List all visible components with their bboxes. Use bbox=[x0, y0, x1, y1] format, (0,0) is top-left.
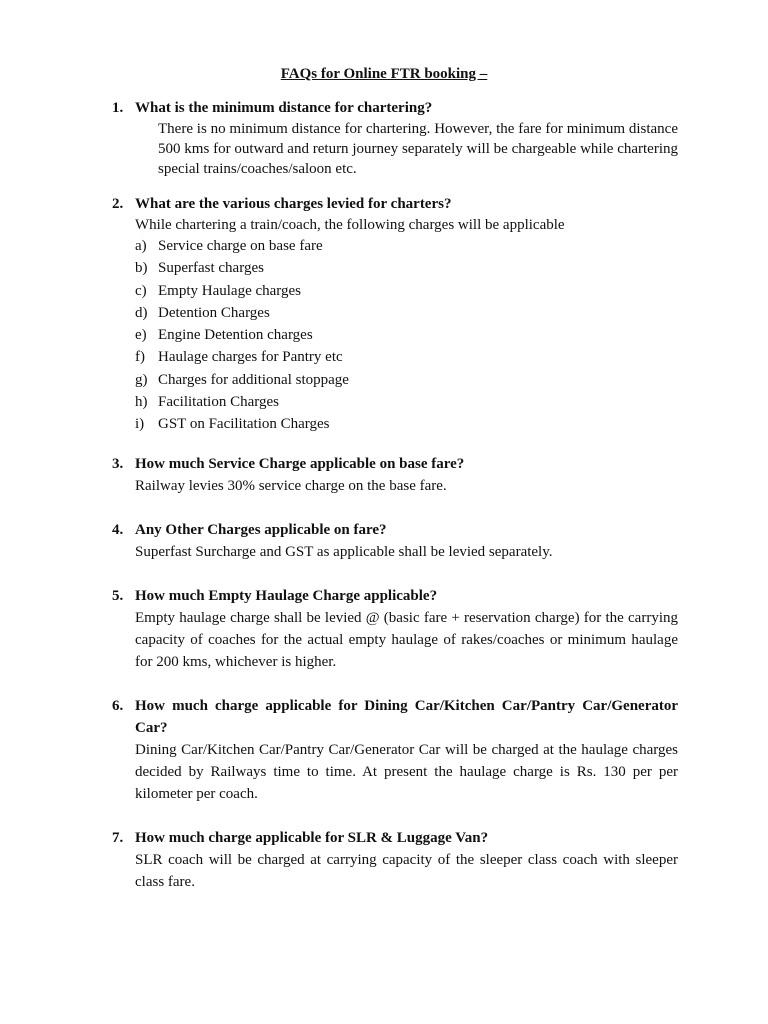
faq-item-1 bbox=[112, 97, 678, 179]
faq-answer: SLR coach will be charged at carrying capacity of the sleeper class coach with sleeper class fare. bbox=[135, 852, 678, 890]
faq-number: 5. bbox=[112, 588, 124, 604]
list-item bbox=[135, 346, 678, 368]
faq-item-5 bbox=[112, 585, 678, 673]
list-item bbox=[135, 235, 678, 257]
list-item bbox=[135, 257, 678, 279]
faq-item-3 bbox=[112, 453, 678, 497]
faq-question-text: Any Other Charges applicable on fare? bbox=[135, 522, 387, 538]
list-item-text: Detention Charges bbox=[158, 304, 270, 321]
faq-item-7 bbox=[112, 827, 678, 893]
faq-question-text: How much charge applicable for SLR & Luggage Van? bbox=[135, 830, 489, 846]
list-item-label: b) bbox=[135, 260, 148, 277]
list-item-text: GST on Facilitation Charges bbox=[158, 416, 330, 433]
list-item-text: Empty Haulage charges bbox=[158, 282, 302, 299]
list-item bbox=[135, 391, 678, 413]
faq-answer: While chartering a train/coach, the following charges will be applicable bbox=[135, 217, 565, 233]
list-item-text: Engine Detention charges bbox=[158, 327, 313, 344]
list-item-label: h) bbox=[135, 394, 148, 411]
faq-question bbox=[112, 695, 678, 739]
faq-item-6 bbox=[112, 695, 678, 805]
faq-question bbox=[112, 827, 678, 849]
faq-question-text: How much charge applicable for Dining Car/Kitchen Car/Pantry Car/Generator Car? bbox=[135, 698, 678, 736]
faq-question-text: What is the minimum distance for chartering? bbox=[135, 100, 433, 116]
list-item bbox=[135, 413, 678, 435]
list-item-text: Haulage charges for Pantry etc bbox=[158, 349, 343, 366]
list-item-text: Service charge on base fare bbox=[158, 238, 323, 254]
faq-question bbox=[112, 97, 678, 119]
faq-question bbox=[112, 519, 678, 541]
faq-answer: Empty haulage charge shall be levied @ (basic fare + reservation charge) for the carrying capacity of coaches for the actual empty haulage of rakes/coaches or minimum haulage for 200 kms, whichever is higher. bbox=[135, 610, 678, 670]
list-item-label: a) bbox=[135, 238, 147, 254]
faq-answer: There is no minimum distance for chartering. However, the fare for minimum distance 500 kms for outward and return journey separately will be chargeable while chartering special trains/coaches/saloon etc. bbox=[158, 121, 678, 177]
list-item bbox=[135, 280, 678, 302]
faq-question-text: How much Empty Haulage Charge applicable? bbox=[135, 588, 438, 604]
faq-number: 3. bbox=[112, 456, 124, 472]
list-item-label: f) bbox=[135, 349, 145, 366]
faq-question bbox=[112, 193, 678, 215]
faq-answer: Dining Car/Kitchen Car/Pantry Car/Generator Car will be charged at the haulage charges decided by Railways time to time. At present the haulage charge is Rs. 130 per per kilometer per coach. bbox=[135, 742, 678, 802]
list-item-text: Charges for additional stoppage bbox=[158, 371, 349, 388]
faq-number: 7. bbox=[112, 830, 124, 846]
list-item-label: g) bbox=[135, 371, 148, 388]
list-item-label: c) bbox=[135, 282, 147, 299]
list-item bbox=[135, 369, 678, 391]
charges-list bbox=[112, 235, 678, 436]
list-item-label: i) bbox=[135, 416, 145, 433]
faq-number: 2. bbox=[112, 196, 124, 212]
faq-question-text: What are the various charges levied for charters? bbox=[135, 196, 452, 212]
faq-item-4 bbox=[112, 519, 678, 563]
faq-question bbox=[112, 453, 678, 475]
faq-question-text: How much Service Charge applicable on base fare? bbox=[135, 456, 465, 472]
list-item-text: Superfast charges bbox=[158, 260, 264, 277]
faq-answer: Superfast Surcharge and GST as applicable shall be levied separately. bbox=[135, 544, 553, 560]
document-title: FAQs for Online FTR booking – bbox=[280, 66, 488, 82]
list-item-label: e) bbox=[135, 327, 147, 344]
faq-number: 4. bbox=[112, 522, 124, 538]
faq-answer: Railway levies 30% service charge on the base fare. bbox=[135, 478, 447, 494]
list-item bbox=[135, 324, 678, 346]
faq-question bbox=[112, 585, 678, 607]
faq-item-2 bbox=[112, 193, 678, 436]
faq-number: 1. bbox=[112, 100, 124, 116]
list-item bbox=[135, 302, 678, 324]
faq-number: 6. bbox=[112, 698, 124, 714]
list-item-text: Facilitation Charges bbox=[158, 394, 279, 411]
list-item-label: d) bbox=[135, 304, 148, 321]
